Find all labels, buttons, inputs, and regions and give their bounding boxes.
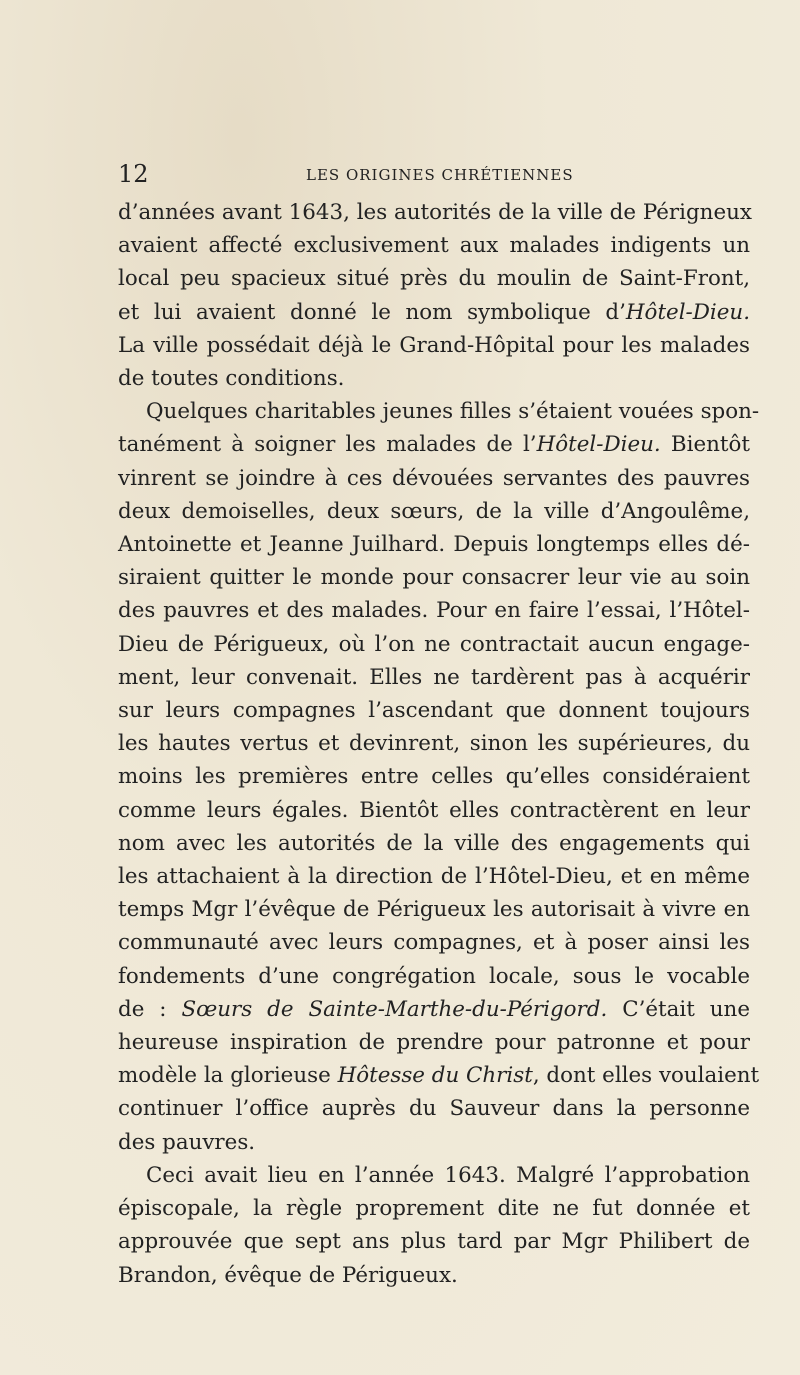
text-line: les attachaient à la direction de l’Hôtel-Dieu, et en même (118, 864, 750, 890)
text-line: modèle la glorieuse Hôtesse du Christ, dont elles voulaient (118, 1063, 760, 1089)
running-title: LES ORIGINES CHRÉTIENNES (306, 166, 574, 184)
text-line: La ville possédait déjà le Grand-Hôpital pour les malades (118, 332, 750, 358)
text-line: des pauvres. (118, 1129, 256, 1155)
italic-title: Sœurs de Sainte-Marthe-du-Périgord. (181, 996, 608, 1022)
text-line: Quelques charitables jeunes filles s’étaient vouées spon- (146, 399, 760, 425)
body-text (118, 196, 760, 1292)
page-number: 12 (118, 160, 149, 188)
text-line: heureuse inspiration de prendre pour patronne et pour (118, 1030, 750, 1056)
text-line: Brandon, évêque de Périgueux. (118, 1262, 458, 1288)
text-line: des pauvres et des malades. Pour en faire l’essai, l’Hôtel- (118, 598, 750, 624)
text-line: comme leurs égales. Bientôt elles contractèrent en leur (118, 797, 750, 823)
text-line: communauté avec leurs compagnes, et à poser ainsi les (118, 930, 750, 956)
text-line: moins les premières entre celles qu’elles considéraient (118, 764, 750, 790)
text-line: avaient affecté exclusivement aux malades indigents un (118, 233, 750, 259)
text-line: de : Sœurs de Sainte-Marthe-du-Périgord. C’était une (118, 996, 750, 1022)
text-line: local peu spacieux situé près du moulin de Saint-Front, (118, 266, 750, 292)
text-line: approuvée que sept ans plus tard par Mgr Philibert de (118, 1229, 750, 1255)
text-line: ment, leur convenait. Elles ne tardèrent pas à acquérir (118, 664, 750, 690)
text-line: Antoinette et Jeanne Juilhard. Depuis longtemps elles dé- (118, 532, 750, 558)
running-head (118, 160, 746, 190)
italic-title: Hôtesse du Christ (337, 1063, 533, 1089)
italic-title: Hôtel-Dieu. (536, 432, 661, 458)
text-line: épiscopale, la règle proprement dite ne fut donnée et (118, 1196, 750, 1222)
text-line: les hautes vertus et devinrent, sinon les supérieures, du (118, 731, 750, 757)
text-line: deux demoiselles, deux sœurs, de la ville d’Angoulême, (118, 498, 750, 524)
text-line: tanément à soigner les malades de l’Hôtel-Dieu. Bientôt (118, 432, 750, 458)
text-line: fondements d’une congrégation locale, sous le vocable (118, 963, 750, 989)
italic-title: Hôtel-Dieu. (625, 299, 750, 325)
text-line: d’années avant 1643, les autorités de la ville de Périgneux (118, 200, 752, 225)
text-line: siraient quitter le monde pour consacrer leur vie au soin (118, 565, 750, 591)
text-line: nom avec les autorités de la ville des engagements qui (118, 830, 750, 856)
text-line: de toutes conditions. (118, 366, 345, 392)
text-line: vinrent se joindre à ces dévouées servantes des pauvres (118, 465, 750, 491)
text-line: Ceci avait lieu en l’année 1643. Malgré l’approbation (146, 1162, 750, 1188)
text-line: et lui avaient donné le nom symbolique d’Hôtel-Dieu. (118, 299, 750, 325)
text-line: continuer l’office auprès du Sauveur dans la personne (118, 1096, 750, 1122)
text-line: temps Mgr l’évêque de Périgueux les autorisait à vivre en (118, 897, 750, 923)
text-line: sur leurs compagnes l’ascendant que donnent toujours (118, 698, 750, 724)
text-line: Dieu de Périgueux, où l’on ne contractait aucun engage- (118, 631, 750, 657)
